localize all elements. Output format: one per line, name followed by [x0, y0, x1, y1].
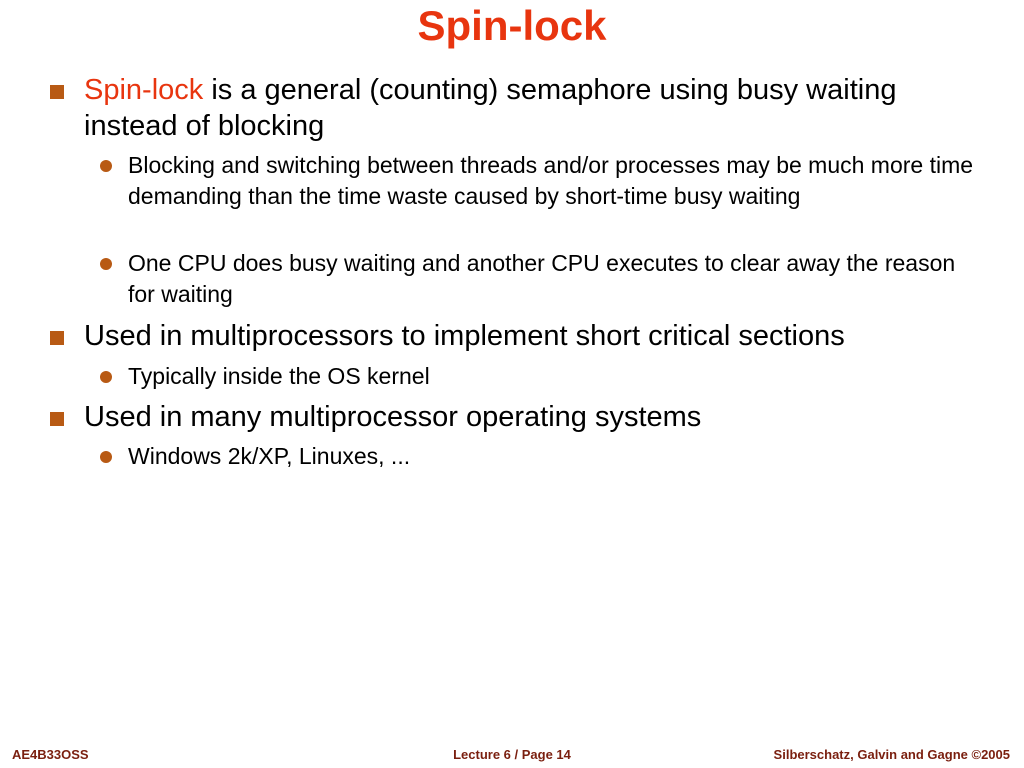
square-bullet-icon [50, 85, 64, 99]
round-bullet-icon [100, 451, 112, 463]
footer-course-code: AE4B33OSS [12, 747, 89, 762]
bullet-text: Used in many multiprocessor operating systems [84, 401, 702, 433]
round-bullet-icon [100, 371, 112, 383]
bullet-text: Used in multiprocessors to implement short critical sections [84, 320, 845, 352]
footer-copyright: Silberschatz, Galvin and Gagne ©2005 [773, 747, 1010, 762]
bullet-item-multiprocessors [84, 318, 984, 354]
sub-bullet-item [128, 441, 978, 472]
bullet-text: is a general (counting) semaphore using busy waiting instead of blocking [84, 74, 897, 142]
sub-bullet-text: Typically inside the OS kernel [128, 363, 430, 389]
sub-bullet-text: Windows 2k/XP, Linuxes, ... [128, 443, 411, 469]
bullet-item-spin-lock [84, 72, 984, 144]
sub-bullet-text: One CPU does busy waiting and another CPU executes to clear away the reason for waiting [128, 250, 956, 307]
bullet-item-operating-systems [84, 399, 984, 435]
term-highlight: Spin-lock [84, 74, 204, 106]
sub-bullet-item [128, 361, 978, 392]
square-bullet-icon [50, 331, 64, 345]
slide-title: Spin-lock [417, 2, 607, 49]
round-bullet-icon [100, 160, 112, 172]
sub-bullet-text: Blocking and switching between threads and/or processes may be much more time demanding than the time waste caused by short-time busy waiting [128, 152, 974, 209]
sub-bullet-item [128, 150, 978, 212]
round-bullet-icon [100, 258, 112, 270]
footer-page-number: Lecture 6 / Page 14 [453, 747, 571, 762]
square-bullet-icon [50, 412, 64, 426]
sub-bullet-item [128, 248, 978, 310]
